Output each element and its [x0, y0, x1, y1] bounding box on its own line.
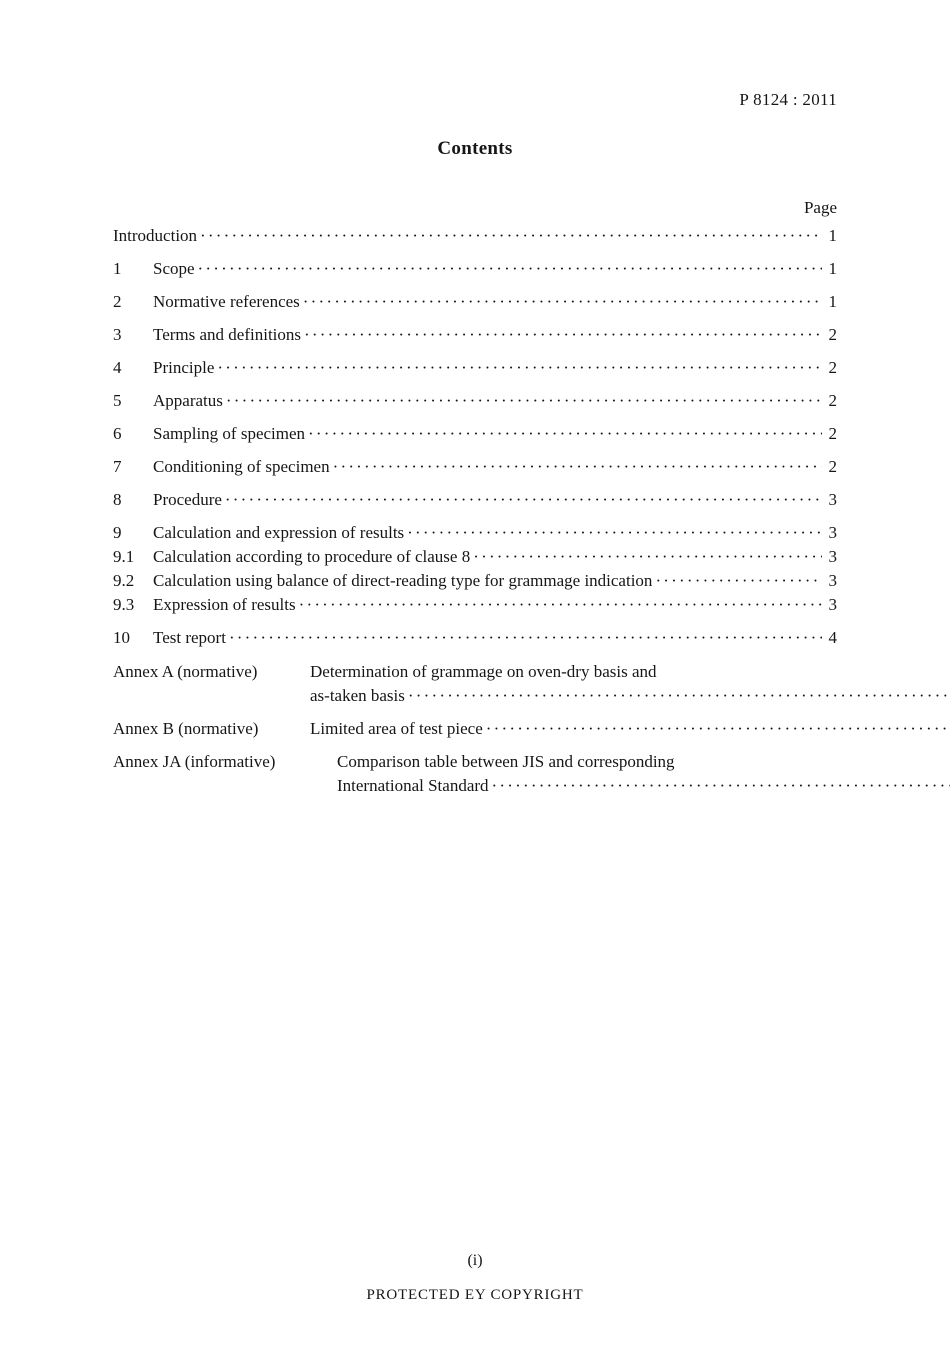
toc-annex-a [113, 660, 837, 708]
dot-leader [303, 291, 822, 313]
toc-entry-label: Procedure [153, 490, 222, 509]
toc-entry-procedure [113, 489, 837, 511]
annex-desc-text: Limited area of test piece [310, 719, 483, 738]
toc-entry-number: 3 [113, 325, 122, 344]
annex-desc-line [310, 717, 950, 741]
dot-leader [492, 774, 950, 798]
toc-entry-number: 8 [113, 490, 122, 509]
toc-entry-label: Calculation using balance of direct-reading type for grammage indication [153, 571, 653, 590]
dot-leader [229, 627, 822, 649]
footer-page-number: (i) [467, 1252, 483, 1269]
toc-entry-label: Calculation according to procedure of clause 8 [153, 547, 471, 566]
toc-entry-number: 7 [113, 457, 122, 476]
toc-entry-number: 6 [113, 424, 122, 443]
toc-entry-label: Conditioning of specimen [153, 457, 330, 476]
toc-entry-calculation-direct-reading [113, 570, 837, 592]
toc-entry-number: 4 [113, 358, 122, 377]
dot-leader [407, 522, 822, 544]
toc-annex-b [113, 717, 837, 741]
annex-desc-line [310, 684, 950, 708]
toc-entry-page: 3 [828, 547, 837, 566]
toc-entry-page: 3 [828, 490, 837, 509]
dot-leader [200, 225, 822, 247]
dot-leader [486, 717, 950, 741]
toc-entry-page: 1 [828, 292, 837, 311]
toc-entry-number: 9.3 [113, 595, 135, 614]
toc-entry-label: Normative references [153, 292, 300, 311]
toc-entry-label: Scope [153, 259, 195, 278]
toc-entry-page: 2 [828, 391, 837, 410]
toc-entry-label: Apparatus [153, 391, 223, 410]
dot-leader [408, 684, 950, 708]
toc-entry-page: 2 [828, 358, 837, 377]
toc-entry-label: Sampling of specimen [153, 424, 306, 443]
toc-entry-calculation-procedure-clause8 [113, 546, 837, 568]
toc-entry-number: 2 [113, 292, 122, 311]
toc-entry-page: 1 [828, 226, 837, 245]
toc-entry-sampling-of-specimen [113, 423, 837, 445]
dot-leader [308, 423, 822, 445]
toc-entry-page: 3 [828, 595, 837, 614]
annex-label: Annex A (normative) [113, 662, 258, 681]
toc-entry-label: Test report [153, 628, 226, 647]
toc-entry-page: 4 [828, 628, 837, 647]
page-title: Contents [437, 138, 513, 159]
dot-leader [473, 546, 822, 568]
toc-entry-page: 1 [828, 259, 837, 278]
annex-description [310, 660, 950, 708]
toc-annex-ja [113, 750, 837, 798]
toc-entry-principle [113, 357, 837, 379]
toc-entry-label: Introduction [113, 226, 198, 245]
annex-label: Annex JA (informative) [113, 752, 276, 771]
dot-leader [217, 357, 822, 379]
toc-entry-scope [113, 258, 837, 280]
annex-description [310, 717, 950, 741]
toc-entry-conditioning-of-specimen [113, 456, 837, 478]
toc-entry-label: Expression of results [153, 595, 296, 614]
toc-entry-page: 3 [828, 523, 837, 542]
dot-leader [333, 456, 822, 478]
document-code: P 8124 : 2011 [739, 90, 837, 109]
toc-entry-page: 2 [828, 325, 837, 344]
annex-desc-line [337, 774, 950, 798]
toc-entry-number: 9 [113, 523, 122, 542]
dot-leader [304, 324, 822, 346]
toc-entry-number: 9.2 [113, 571, 135, 590]
annex-desc-line: Comparison table between JIS and corresponding [337, 752, 675, 771]
toc-entry-page: 3 [828, 571, 837, 590]
toc-entry-label: Calculation and expression of results [153, 523, 405, 542]
annex-desc-text: International Standard [337, 776, 489, 795]
toc-entry-apparatus [113, 390, 837, 412]
dot-leader [225, 489, 822, 511]
toc-entry-number: 5 [113, 391, 122, 410]
annex-description [337, 750, 950, 798]
dot-leader [299, 594, 822, 616]
toc-entry-page: 2 [828, 424, 837, 443]
toc-entry-introduction [113, 225, 837, 247]
toc-entry-label: Terms and definitions [153, 325, 302, 344]
annex-desc-text: as-taken basis [310, 686, 405, 705]
toc-entry-number: 1 [113, 259, 122, 278]
footer-copyright-notice: PROTECTED EY COPYRIGHT [366, 1287, 584, 1303]
toc-entry-test-report [113, 627, 837, 649]
page-column-label: Page [803, 198, 837, 217]
annex-label: Annex B (normative) [113, 719, 259, 738]
toc-entry-page: 2 [828, 457, 837, 476]
toc-entry-expression-of-results [113, 594, 837, 616]
annex-desc-line: Determination of grammage on oven-dry basis and [310, 662, 657, 681]
toc-entry-calculation-and-expression [113, 522, 837, 544]
toc-entry-number: 10 [113, 628, 130, 647]
toc-entry-label: Principle [153, 358, 215, 377]
dot-leader [198, 258, 822, 280]
dot-leader [655, 570, 822, 592]
dot-leader [226, 390, 822, 412]
toc-entry-normative-references [113, 291, 837, 313]
toc-entry-terms-and-definitions [113, 324, 837, 346]
table-of-contents [113, 225, 837, 807]
toc-entry-number: 9.1 [113, 547, 135, 566]
